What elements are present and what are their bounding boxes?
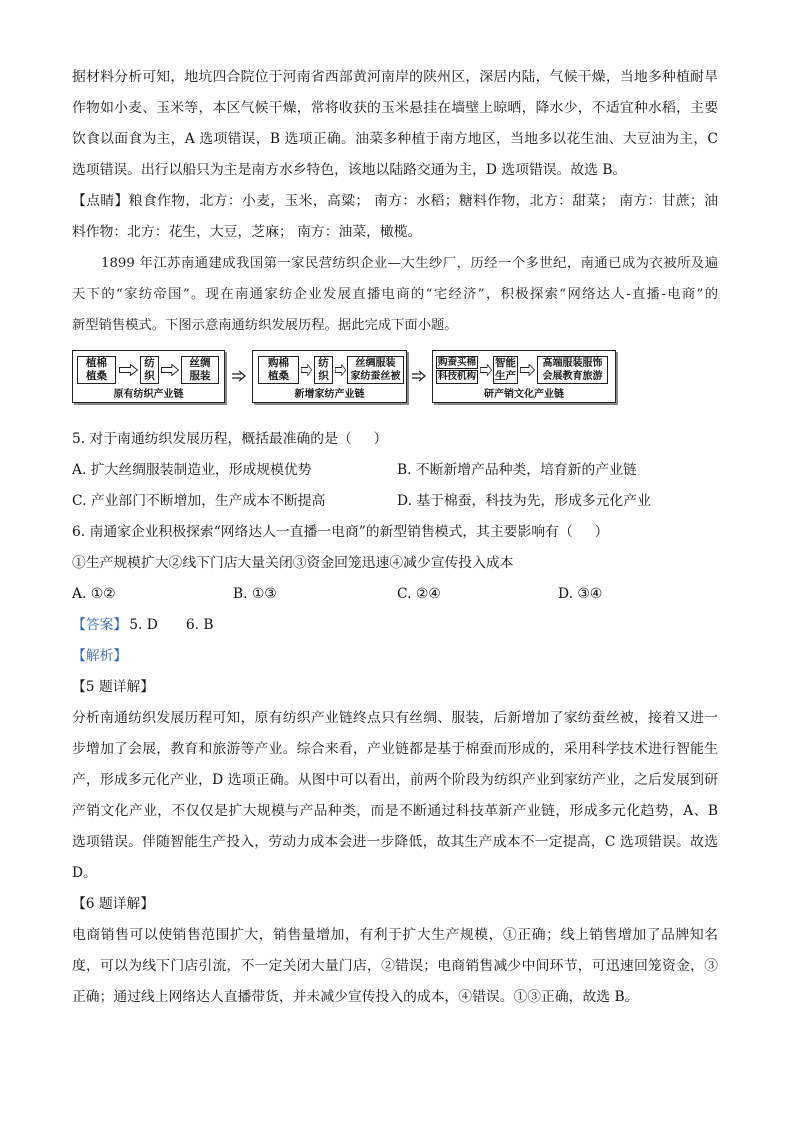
node-line: 生产 bbox=[495, 370, 516, 382]
node-line: 服装 bbox=[189, 370, 211, 382]
option-c: C. ②④ bbox=[397, 586, 441, 602]
node-line: 智能 bbox=[495, 357, 516, 369]
text-line: 选项错误。出行以船只为主是南方水乡特色，该地以陆路交通为主，D 选项错误。故选 B。 bbox=[72, 162, 627, 178]
material-paragraph bbox=[72, 248, 718, 341]
node-line: 丝绸 bbox=[189, 357, 211, 369]
node-line: 会展教育旅游 bbox=[542, 371, 603, 382]
answer-q6: 6. B bbox=[185, 617, 214, 633]
option-d: D. ③④ bbox=[558, 586, 603, 602]
chain-node-product bbox=[347, 356, 404, 384]
option-b: B. ①③ bbox=[233, 586, 277, 602]
text-line: 据材料分析可知，地坑四合院位于河南省西部黄河南岸的陕州区，深居内陆，气候干燥，当地多种植耐旱 bbox=[72, 69, 718, 85]
node-line: 购蚕买棉 bbox=[437, 357, 476, 368]
question-5 bbox=[72, 424, 718, 517]
text-line bbox=[72, 186, 718, 217]
tip-text: 粮食作物，北方：小麦，玉米，高粱； 南方：水稻；糖料作物，北方：甜菜； 南方：甘蔗；油 bbox=[128, 193, 718, 209]
arrow-right-icon bbox=[335, 364, 346, 376]
text-line: 电商销售可以使销售范围扩大，销售量增加，有利于扩大生产规模，①正确；线上销售增加了品牌知名 bbox=[72, 927, 718, 943]
text-line: 分析南通纺织发展历程可知，原有纺织产业链终点只有丝绸、服装，后新增加了家纺蚕丝被，接着又进一 bbox=[72, 710, 718, 726]
node-line: 科技机构 bbox=[437, 371, 476, 382]
chain-node-product bbox=[181, 356, 219, 384]
text-line: 1899 年江苏南通建成我国第一家民营纺织企业—大生纱厂，历经一个多世纪，南通已成为衣被所及遍 bbox=[101, 256, 718, 271]
option-c: C. 产业部门不断增加，生产成本不断提高 bbox=[72, 493, 326, 509]
question-6-statements: ①生产规模扩大②线下门店大量关闭③资金回笼迅速④减少宣传投入成本 bbox=[72, 555, 514, 571]
arrow-right-icon bbox=[119, 364, 138, 376]
node-line: 织 bbox=[318, 370, 329, 382]
text-line: 新型销售模式。下图示意南通纺织发展历程。据此完成下面小题。 bbox=[72, 318, 458, 333]
option-a: A. ①② bbox=[72, 586, 116, 602]
text-line: 正确；通过线上网络达人直播带货，并未减少宣传投入的成本，④错误。①③正确，故选 B。 bbox=[72, 989, 639, 1005]
chain-node-source bbox=[77, 356, 116, 384]
answer-label: 【答案】 bbox=[72, 617, 128, 633]
text-line: 料作物：北方：花生，大豆，芝麻； 南方：油菜，橄榄。 bbox=[72, 224, 422, 240]
text-line: 作物如小麦、玉米等，本区气候干燥，常将收获的玉米悬挂在墙壁上晾晒，降水少，不适宜种水稻，主要 bbox=[72, 100, 718, 116]
text-line: 产销文化产业，不仅仅是扩大规模与产品种类，而是不断通过科技革新产业链，形成多元化趋势，A、B bbox=[72, 803, 718, 819]
option-b: B. 不断新增产品种类，培育新的产业链 bbox=[397, 462, 637, 478]
node-line: 购棉 bbox=[268, 357, 289, 369]
detail-5 bbox=[72, 672, 718, 889]
option-row bbox=[72, 486, 718, 517]
answer-line bbox=[72, 610, 718, 641]
node-line: 纺 bbox=[144, 357, 155, 369]
chain-node-process bbox=[493, 356, 518, 384]
stage-culture-industry-chain bbox=[432, 350, 616, 403]
text-line: 步增加了会展，教育和旅游等产业。综合来看，产业链都是基于棉蚕而形成的，采用科学技术进行智能生 bbox=[72, 741, 718, 757]
text-line: 饮食以面食为主，A 选项错误，B 选项正确。油菜多种植于南方地区，当地多以花生油、大豆油为主，C bbox=[72, 131, 718, 147]
node-line: 植棉 bbox=[86, 357, 107, 369]
text-line: D。 bbox=[72, 865, 97, 881]
lower-section bbox=[72, 424, 718, 1013]
stage-home-textile-chain bbox=[252, 350, 407, 403]
arrow-right-icon bbox=[301, 364, 312, 376]
stage-original-chain bbox=[72, 350, 225, 403]
analysis-label: 【解析】 bbox=[72, 648, 128, 664]
text-line: 选项错误。伴随智能生产投入，劳动力成本会进一步降低，故其生产成本不一定提高，C 选项错误。故选 bbox=[72, 834, 718, 850]
option-row bbox=[72, 579, 718, 610]
detail-5-heading: 【5 题详解】 bbox=[72, 679, 155, 695]
node-line: 家纺蚕丝被 bbox=[350, 371, 401, 382]
node-line: 高端服装服饰 bbox=[542, 358, 603, 369]
answer-q5: 5. D bbox=[129, 617, 158, 633]
tip-paragraph bbox=[72, 186, 718, 248]
option-d: D. 基于棉蚕，科技为先，形成多元化产业 bbox=[397, 493, 651, 509]
text-line: 天下的“家纺帝国”。现在南通家纺企业发展直播电商的“宅经济”，积极探索“网络达人-直播-电商”的 bbox=[72, 287, 718, 302]
stage-caption: 新增家纺产业链 bbox=[294, 389, 365, 400]
question-5-stem: 5. 对于南通纺织发展历程，概括最准确的是（ ） bbox=[72, 431, 388, 447]
node-line: 植桑 bbox=[86, 370, 107, 382]
question-6-stem: 6. 南通家企业积极探索“网络达人一直播一电商”的新型销售模式，其主要影响有（ ） bbox=[72, 524, 609, 540]
stage-caption: 研产销文化产业链 bbox=[484, 389, 564, 400]
node-line: 纺 bbox=[318, 357, 329, 369]
double-arrow-right-icon bbox=[412, 370, 426, 382]
option-a: A. 扩大丝绸服装制造业，形成规模优势 bbox=[72, 462, 312, 478]
question-6 bbox=[72, 517, 718, 610]
detail-6 bbox=[72, 889, 718, 1013]
tip-label: 【点睛】 bbox=[72, 193, 129, 209]
text-line: 度，可以为线下门店引流，不一定关闭大量门店，②错误；电商销售减少中间环节，可迅速回笼资金，③ bbox=[72, 958, 718, 974]
chain-node-product bbox=[537, 356, 608, 384]
chain-node-source bbox=[436, 370, 478, 384]
chain-node-source bbox=[436, 356, 478, 369]
arrow-right-icon bbox=[480, 364, 492, 376]
detail-6-heading: 【6 题详解】 bbox=[72, 896, 155, 912]
node-line: 织 bbox=[144, 370, 155, 382]
upper-section bbox=[72, 62, 718, 341]
chain-node-process bbox=[140, 356, 159, 384]
node-line: 丝绸服装 bbox=[355, 358, 396, 369]
chain-node-process bbox=[314, 356, 333, 384]
option-row bbox=[72, 455, 718, 486]
prev-explanation-paragraph bbox=[72, 62, 718, 186]
stage-caption: 原有纺织产业链 bbox=[113, 389, 184, 400]
node-line: 植桑 bbox=[268, 370, 289, 382]
arrow-right-icon bbox=[520, 364, 535, 376]
double-arrow-right-icon bbox=[232, 370, 246, 382]
chain-node-source bbox=[258, 356, 299, 384]
arrow-right-icon bbox=[161, 364, 179, 376]
text-line: 产，形成多元化产业，D 选项正确。从图中可以看出，前两个阶段为纺织产业到家纺产业，之后发展到研 bbox=[72, 772, 718, 788]
